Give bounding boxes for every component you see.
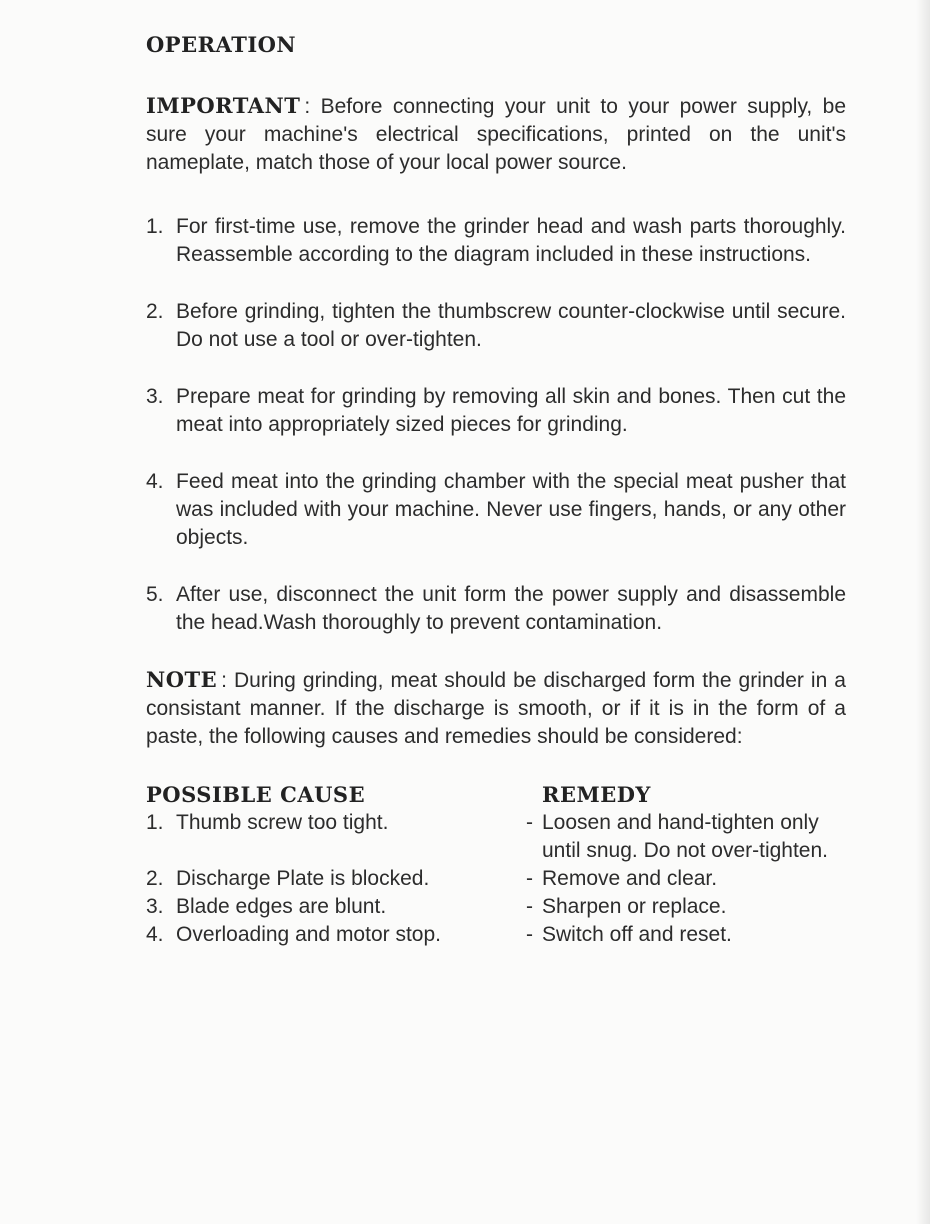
remedy-text: Switch off and reset. [542,923,732,946]
note-text: : During grinding, meat should be discharged form the grinder in a consistant manner. If the discharge is smooth, or if it is in the form of a paste, the following causes and remedies should be considered: [146,669,846,748]
step-text: Prepare meat for grinding by removing all skin and bones. Then cut the meat into appropriately sized pieces for grinding. [176,385,846,436]
step-text: Feed meat into the grinding chamber with the special meat pusher that was included with your machine. Never use fingers, hands, or any other objects. [176,470,846,549]
page-title: OPERATION [146,32,297,57]
important-label: IMPORTANT [146,93,301,118]
table-header-row [146,781,846,809]
step-item [146,383,846,439]
cause-text: Overloading and motor stop. [176,923,441,946]
troubleshooting-table [146,781,846,949]
table-row [146,809,846,865]
cause-cell [146,809,526,865]
cause-cell [146,893,526,921]
cause-cell [146,921,526,949]
step-text: After use, disconnect the unit form the power supply and disassemble the head.Wash thoroughly to prevent contamination. [176,583,846,634]
cause-number: 3. [146,895,164,918]
remedy-text: Loosen and hand-tighten only until snug. Do not over-tighten. [542,811,829,862]
step-item [146,213,846,269]
important-notice [146,92,846,177]
dash-bullet: - [526,867,533,890]
step-item [146,298,846,354]
remedy-header: REMEDY [542,782,651,807]
dash-bullet: - [526,923,533,946]
cause-text: Discharge Plate is blocked. [176,867,430,890]
cause-text: Thumb screw too tight. [176,811,389,834]
table-row [146,921,846,949]
remedy-cell [526,865,846,893]
step-text: Before grinding, tighten the thumbscrew counter-clockwise until secure. Do not use a tool or over-tighten. [176,300,846,351]
step-number: 5. [146,583,164,606]
cause-number: 2. [146,867,164,890]
step-number: 1. [146,215,164,238]
remedy-cell [526,921,846,949]
operation-steps [146,213,846,637]
dash-bullet: - [526,811,533,834]
table-row [146,893,846,921]
step-item [146,581,846,637]
page-edge-shadow [916,0,930,1224]
step-number: 3. [146,385,164,408]
step-item [146,468,846,552]
remedy-text: Sharpen or replace. [542,895,727,918]
remedy-text: Remove and clear. [542,867,718,890]
dash-bullet: - [526,895,533,918]
table-row [146,865,846,893]
remedy-cell [526,893,846,921]
note-label: NOTE [146,667,218,692]
cause-number: 4. [146,923,164,946]
step-number: 4. [146,470,164,493]
cause-text: Blade edges are blunt. [176,895,387,918]
manual-page [146,28,846,949]
important-text: : Before connecting your unit to your power supply, be sure your machine's electrical specifications, printed on the unit's nameplate, match those of your local power source. [146,95,846,174]
cause-cell [146,865,526,893]
step-number: 2. [146,300,164,323]
cause-number: 1. [146,811,164,834]
note-paragraph [146,666,846,751]
cause-header: POSSIBLE CAUSE [146,782,366,807]
remedy-cell [526,809,846,865]
step-text: For first-time use, remove the grinder head and wash parts thoroughly. Reassemble according to the diagram included in these instructions. [176,215,846,266]
